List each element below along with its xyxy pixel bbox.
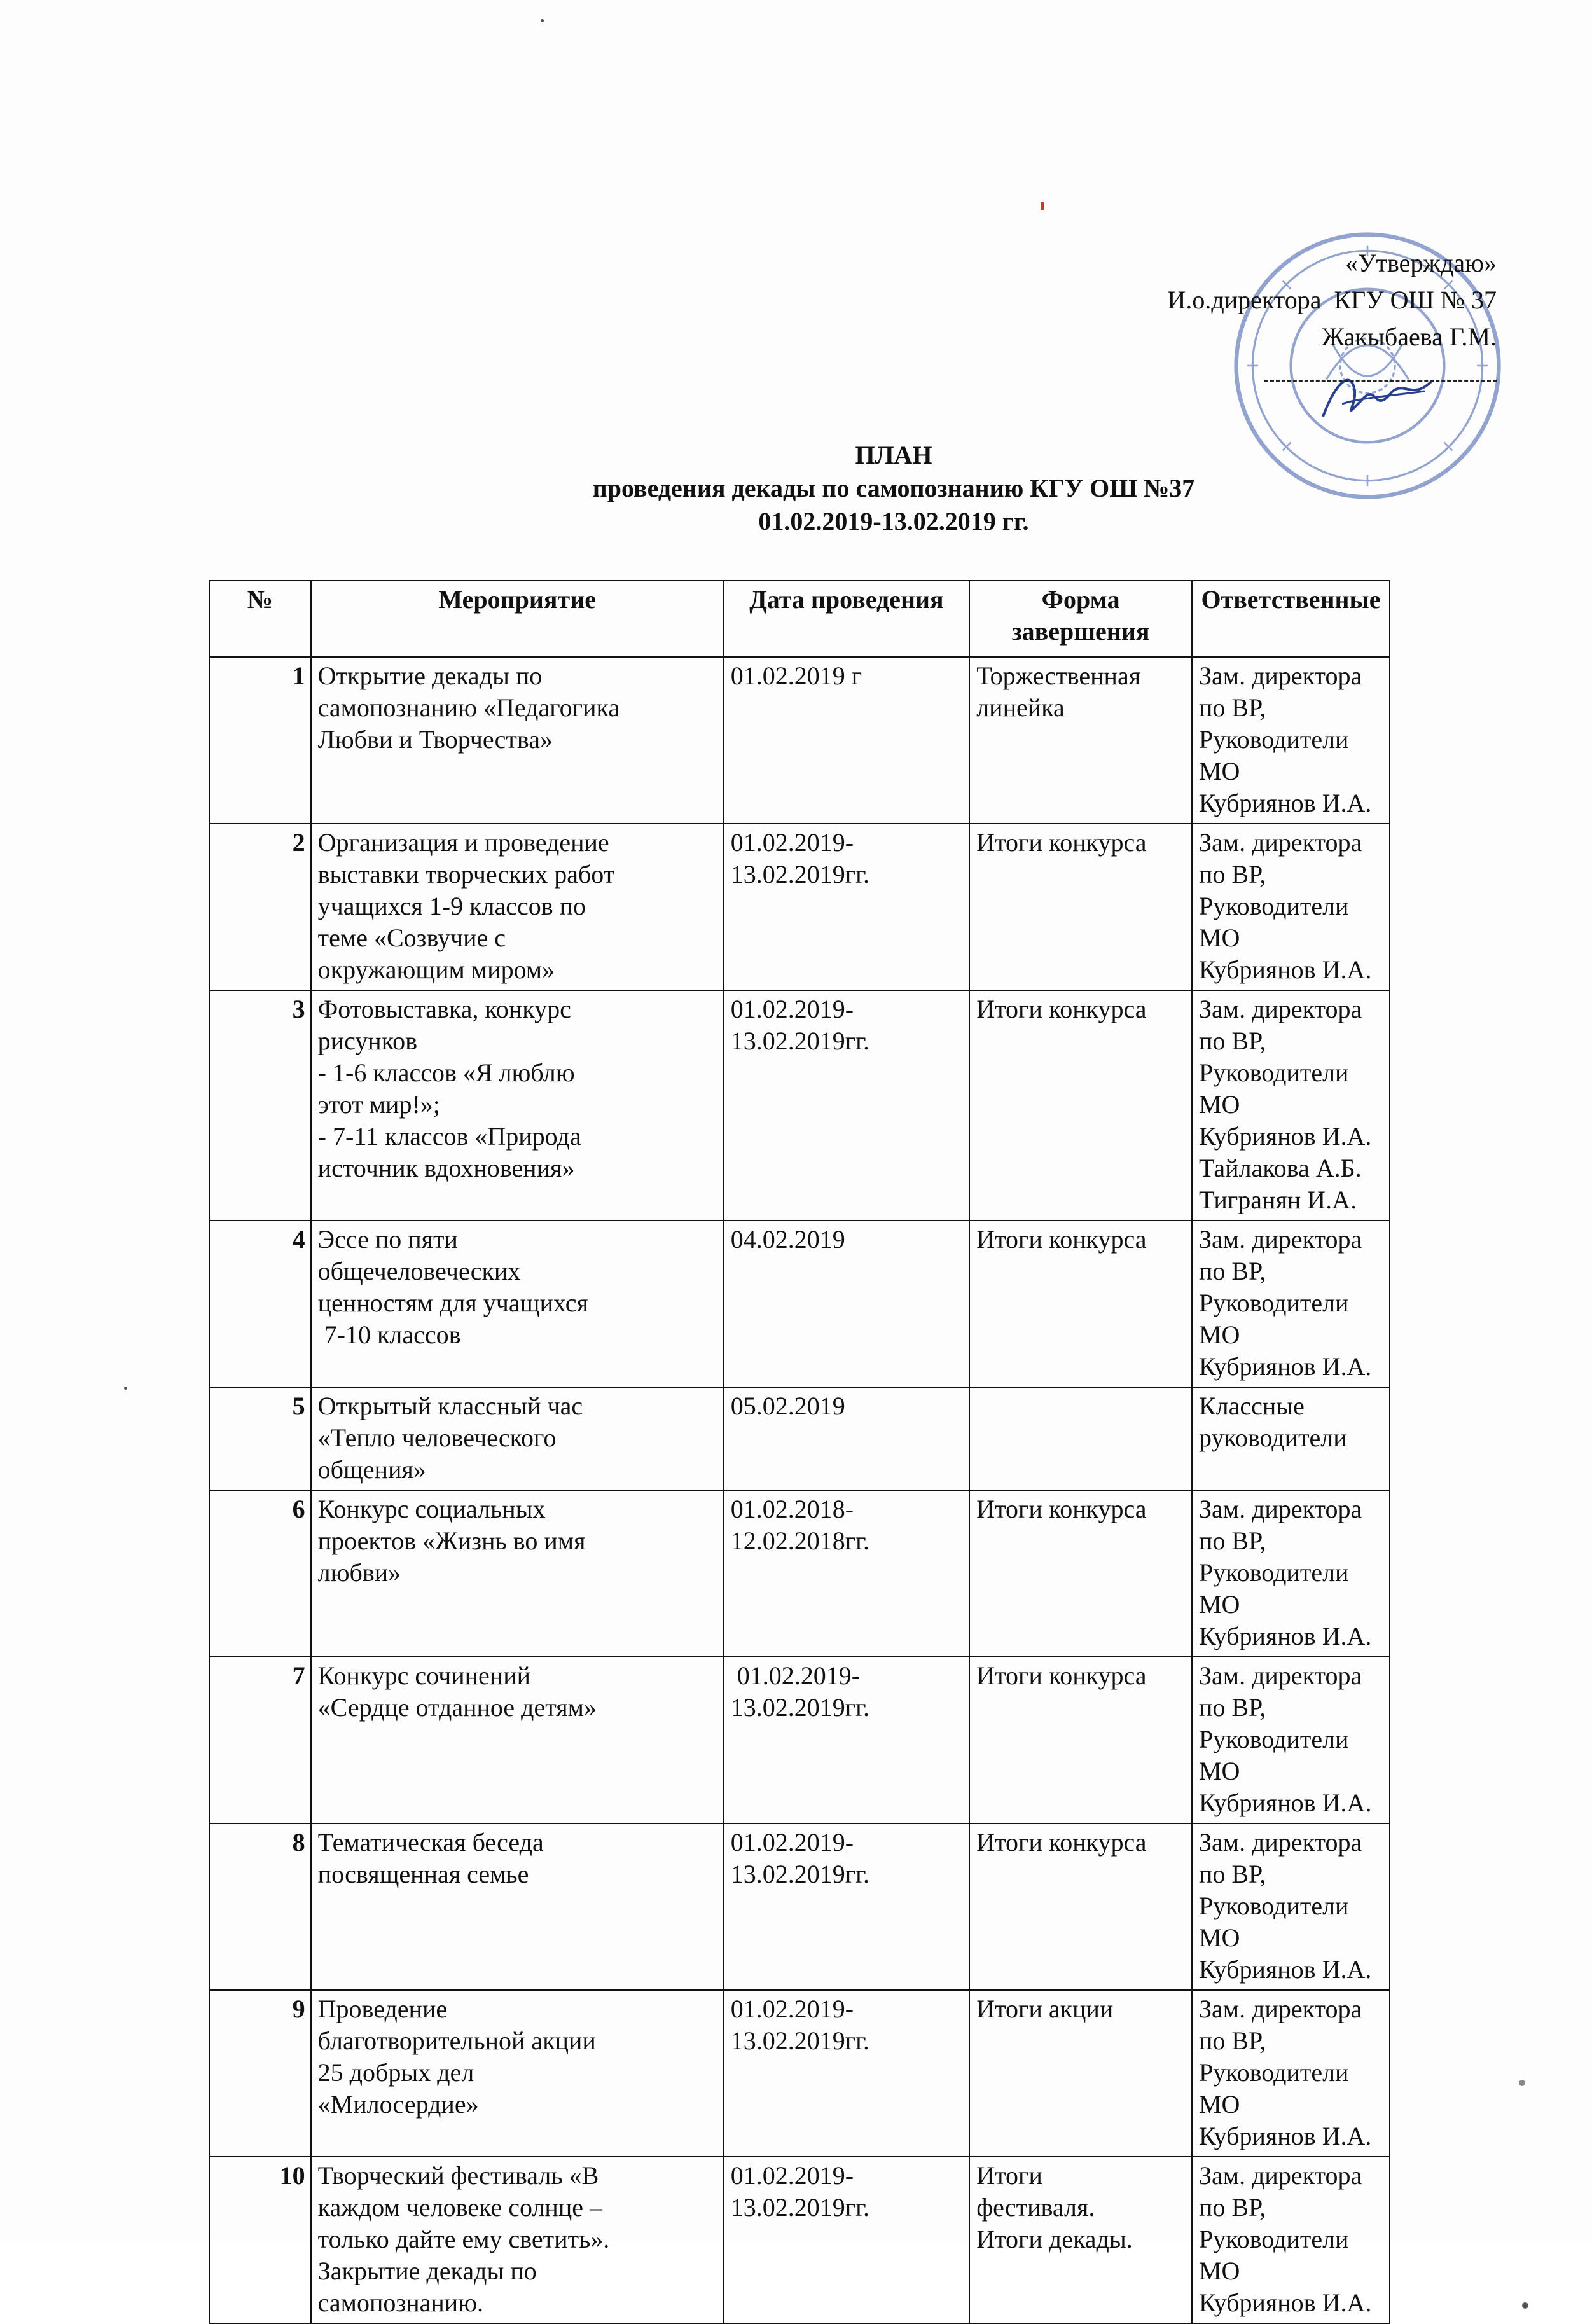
event-cell — [311, 990, 724, 1221]
date-cell-line: 01.02.2019- — [730, 2161, 854, 2190]
row-number: 8 — [209, 1823, 311, 1990]
header-event: Мероприятие — [311, 581, 724, 657]
table-row — [209, 824, 1390, 990]
event-cell-line: Проведение — [317, 1995, 448, 2023]
responsible-cell-line: Тайлакова А.Б. — [1198, 1154, 1362, 1182]
event-cell-line: Творческий фестиваль «В — [317, 2161, 599, 2190]
event-cell-line: 25 добрых дел — [317, 2058, 474, 2087]
responsible-cell — [1192, 1221, 1390, 1387]
table-row — [209, 1990, 1390, 2157]
form-cell — [969, 1490, 1192, 1657]
table-row — [209, 1823, 1390, 1990]
event-cell-line: источник вдохновения» — [317, 1154, 575, 1182]
plan-table — [209, 580, 1390, 2324]
date-cell-line: 05.02.2019 — [730, 1392, 845, 1420]
responsible-cell — [1192, 1387, 1390, 1490]
date-cell-line: 12.02.2018гг. — [730, 1526, 869, 1555]
form-cell-line: Итоги конкурса — [976, 1661, 1147, 1690]
form-cell-line: Торжественная — [976, 661, 1141, 690]
row-number: 9 — [209, 1990, 311, 2157]
table-row — [209, 990, 1390, 1221]
event-cell-line: окружающим миром» — [317, 955, 555, 984]
event-cell-line: Эссе по пяти — [317, 1225, 458, 1254]
responsible-cell — [1192, 990, 1390, 1221]
date-cell-line: 01.02.2019- — [730, 1995, 854, 2023]
date-cell — [724, 1387, 970, 1490]
table-row — [209, 1387, 1390, 1490]
event-cell-line: этот мир!»; — [317, 1090, 440, 1119]
responsible-cell-line: Зам. директора по ВР, — [1198, 828, 1369, 889]
date-cell-line: 01.02.2019- — [730, 995, 854, 1023]
event-cell — [311, 1387, 724, 1490]
date-cell-line: 13.02.2019гг. — [730, 1860, 869, 1888]
event-cell-line: благотворительной акции — [317, 2026, 596, 2055]
row-number: 7 — [209, 1657, 311, 1823]
responsible-cell-line: Руководители МО — [1198, 725, 1355, 785]
responsible-cell — [1192, 1990, 1390, 2157]
event-cell-line: выставки творческих работ — [317, 860, 615, 889]
event-cell-line: 7-10 классов — [317, 1320, 461, 1349]
approval-heading: «Утверждаю» — [1345, 249, 1497, 277]
header-number: № — [209, 581, 311, 657]
event-cell-line: самопознанию. — [317, 2288, 484, 2317]
table-row — [209, 657, 1390, 824]
table-header-row — [209, 581, 1390, 657]
responsible-cell-line: Руководители МО — [1198, 1058, 1355, 1119]
form-cell-line: Итоги акции — [976, 1995, 1114, 2023]
responsible-cell-line: Тигранян И.А. — [1198, 1186, 1357, 1214]
date-cell-line: 13.02.2019гг. — [730, 2193, 869, 2222]
event-cell-line: учащихся 1-9 классов по — [317, 892, 586, 920]
responsible-cell — [1192, 657, 1390, 824]
responsible-cell-line: Кубриянов И.А. — [1198, 789, 1372, 817]
document-title — [0, 439, 1592, 538]
date-cell — [724, 1490, 970, 1657]
date-cell — [724, 1657, 970, 1823]
form-cell-line: Итоги — [976, 2161, 1042, 2190]
responsible-cell-line: Кубриянов И.А. — [1198, 955, 1372, 984]
event-cell-line: Закрытие декады по — [317, 2257, 537, 2285]
event-cell-line: Организация и проведение — [317, 828, 609, 857]
event-cell-line: «Сердце отданное детям» — [317, 1693, 597, 1722]
responsible-cell — [1192, 2157, 1390, 2323]
event-cell-line: теме «Созвучие с — [317, 923, 506, 952]
event-cell — [311, 1823, 724, 1990]
event-cell-line: любви» — [317, 1558, 401, 1587]
table-row — [209, 1657, 1390, 1823]
date-cell-line: 13.02.2019гг. — [730, 1693, 869, 1722]
form-cell — [969, 1221, 1192, 1387]
form-cell — [969, 1657, 1192, 1823]
approval-name: Жакыбаева Г.М. — [1321, 322, 1497, 351]
date-cell-line: 13.02.2019гг. — [730, 2026, 869, 2055]
responsible-cell-line: Руководители МО — [1198, 1892, 1355, 1952]
event-cell-line: самопознанию «Педагогика — [317, 693, 620, 722]
row-number: 10 — [209, 2157, 311, 2323]
form-cell — [969, 824, 1192, 990]
responsible-cell-line: Кубриянов И.А. — [1198, 1122, 1372, 1151]
event-cell-line: Открытый классный час — [317, 1392, 583, 1420]
event-cell-line: Открытие декады по — [317, 661, 543, 690]
event-cell — [311, 1221, 724, 1387]
responsible-cell-line: Зам. директора по ВР, — [1198, 1995, 1369, 2055]
event-cell — [311, 2157, 724, 2323]
form-cell — [969, 1990, 1192, 2157]
responsible-cell-line: Зам. директора по ВР, — [1198, 1828, 1369, 1888]
event-cell — [311, 657, 724, 824]
date-cell-line: 01.02.2019 г — [730, 661, 862, 690]
responsible-cell-line: Руководители МО — [1198, 1558, 1355, 1619]
header-responsible: Ответственные — [1192, 581, 1390, 657]
responsible-cell-line: Руководители МО — [1198, 2225, 1355, 2285]
title-dates: 01.02.2019-13.02.2019 гг. — [758, 507, 1029, 536]
date-cell-line: 01.02.2019- — [730, 1661, 861, 1690]
form-cell-line: Итоги конкурса — [976, 1828, 1147, 1857]
event-cell-line: - 7-11 классов «Природа — [317, 1122, 581, 1151]
responsible-cell-line: Руководители МО — [1198, 892, 1355, 952]
date-cell — [724, 657, 970, 824]
date-cell-line: 13.02.2019гг. — [730, 1027, 869, 1055]
form-cell-line: Итоги конкурса — [976, 828, 1147, 857]
responsible-cell-line: руководители — [1198, 1423, 1347, 1452]
date-cell-line: 01.02.2019- — [730, 828, 854, 857]
responsible-cell — [1192, 1657, 1390, 1823]
event-cell-line: проектов «Жизнь во имя — [317, 1526, 586, 1555]
form-cell-line: фестиваля. — [976, 2193, 1095, 2222]
date-cell — [724, 2157, 970, 2323]
event-cell-line: общения» — [317, 1455, 426, 1484]
responsible-cell-line: Зам. директора по ВР, — [1198, 1661, 1369, 1722]
event-cell-line: Фотовыставка, конкурс — [317, 995, 571, 1023]
event-cell-line: «Милосердие» — [317, 2090, 479, 2119]
responsible-cell-line: Кубриянов И.А. — [1198, 1622, 1372, 1650]
table-row — [209, 1490, 1390, 1657]
form-cell — [969, 990, 1192, 1221]
form-cell-line: Итоги конкурса — [976, 1495, 1147, 1523]
table-body — [209, 657, 1390, 2323]
responsible-cell-line: Руководители МО — [1198, 1289, 1355, 1349]
responsible-cell-line: Кубриянов И.А. — [1198, 1788, 1372, 1817]
approval-block — [1167, 245, 1497, 382]
event-cell-line: посвященная семье — [317, 1860, 529, 1888]
signature-line — [1264, 361, 1497, 382]
event-cell-line: Тематическая беседа — [317, 1828, 544, 1857]
event-cell-line: «Тепло человеческого — [317, 1423, 557, 1452]
form-cell-line: Итоги конкурса — [976, 1225, 1147, 1254]
event-cell-line: рисунков — [317, 1027, 417, 1055]
row-number: 1 — [209, 657, 311, 824]
form-cell — [969, 1823, 1192, 1990]
row-number: 3 — [209, 990, 311, 1221]
event-cell-line: Любви и Творчества» — [317, 725, 553, 754]
event-cell-line: каждом человеке солнце – — [317, 2193, 602, 2222]
event-cell — [311, 824, 724, 990]
form-cell — [969, 657, 1192, 824]
responsible-cell-line: Руководители МО — [1198, 2058, 1355, 2119]
row-number: 4 — [209, 1221, 311, 1387]
form-cell-line: линейка — [976, 693, 1065, 722]
approval-position: И.о.директора КГУ ОШ № 37 — [1167, 286, 1497, 314]
row-number: 2 — [209, 824, 311, 990]
table-row — [209, 1221, 1390, 1387]
event-cell-line: только дайте ему светить». — [317, 2225, 610, 2253]
date-cell — [724, 1823, 970, 1990]
date-cell — [724, 824, 970, 990]
event-cell — [311, 1990, 724, 2157]
responsible-cell-line: Кубриянов И.А. — [1198, 2122, 1372, 2150]
event-cell-line: общечеловеческих — [317, 1257, 521, 1285]
date-cell — [724, 1221, 970, 1387]
header-date: Дата проведения — [724, 581, 970, 657]
event-cell — [311, 1490, 724, 1657]
date-cell-line: 01.02.2018- — [730, 1495, 854, 1523]
table-row — [209, 2157, 1390, 2323]
form-cell — [969, 2157, 1192, 2323]
date-cell-line: 01.02.2019- — [730, 1828, 854, 1857]
form-cell — [969, 1387, 1192, 1490]
responsible-cell-line: Зам. директора по ВР, — [1198, 2161, 1369, 2222]
responsible-cell — [1192, 824, 1390, 990]
date-cell — [724, 1990, 970, 2157]
responsible-cell-line: Кубриянов И.А. — [1198, 2288, 1372, 2317]
responsible-cell-line: Кубриянов И.А. — [1198, 1955, 1372, 1984]
form-cell-line: Итоги конкурса — [976, 995, 1147, 1023]
event-cell-line: Конкурс сочинений — [317, 1661, 531, 1690]
event-cell-line: ценностям для учащихся — [317, 1289, 588, 1317]
title-subject: проведения декады по самопознанию КГУ ОШ №37 — [592, 474, 1195, 502]
event-cell-line: - 1-6 классов «Я люблю — [317, 1058, 575, 1087]
responsible-cell-line: Классные — [1198, 1392, 1305, 1420]
title-plan: ПЛАН — [855, 441, 932, 469]
responsible-cell — [1192, 1823, 1390, 1990]
date-cell — [724, 990, 970, 1221]
event-cell-line: Конкурс социальных — [317, 1495, 546, 1523]
responsible-cell-line: Зам. директора по ВР, — [1198, 1495, 1369, 1555]
event-cell — [311, 1657, 724, 1823]
responsible-cell-line: Зам. директора по ВР, — [1198, 1225, 1369, 1285]
header-form: Форма завершения — [969, 581, 1192, 657]
responsible-cell — [1192, 1490, 1390, 1657]
form-cell-line: Итоги декады. — [976, 2225, 1133, 2253]
row-number: 6 — [209, 1490, 311, 1657]
date-cell-line: 04.02.2019 — [730, 1225, 845, 1254]
responsible-cell-line: Зам. директора по ВР, — [1198, 995, 1369, 1055]
date-cell-line: 13.02.2019гг. — [730, 860, 869, 889]
responsible-cell-line: Руководители МО — [1198, 1725, 1355, 1785]
row-number: 5 — [209, 1387, 311, 1490]
responsible-cell-line: Зам. директора по ВР, — [1198, 661, 1369, 722]
responsible-cell-line: Кубриянов И.А. — [1198, 1352, 1372, 1381]
